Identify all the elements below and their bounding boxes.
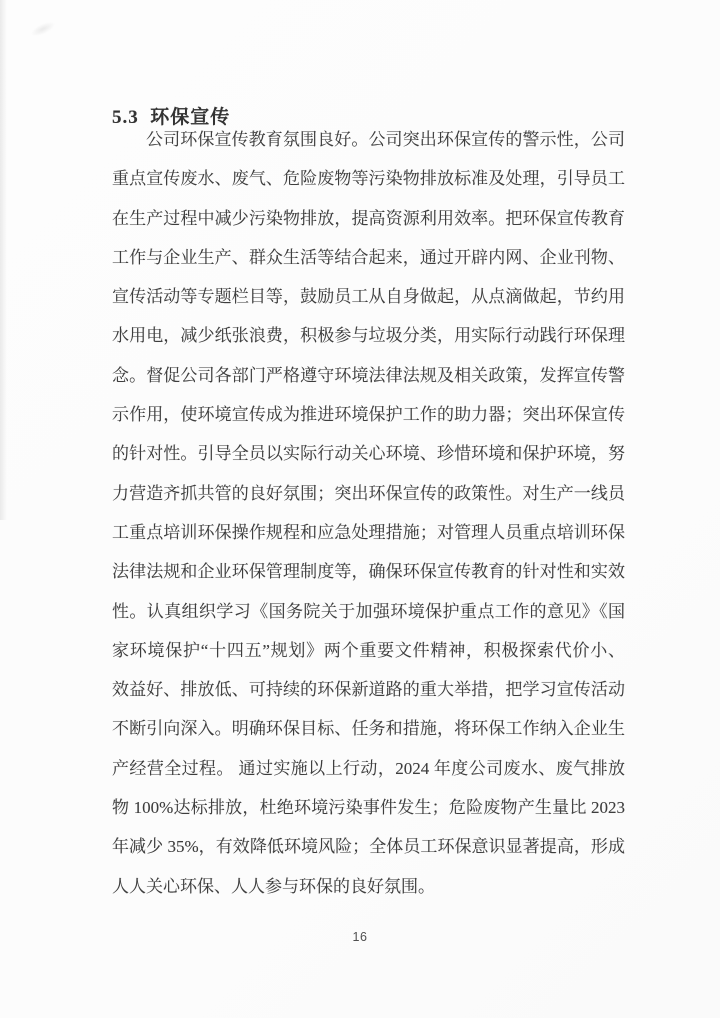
paragraph-line: 宣传活动等专题栏目等，鼓励员工从自身做起，从点滴做起，节约用	[112, 287, 625, 307]
page-number: 16	[352, 930, 368, 944]
paragraph-line: 念。督促公司各部门严格遵守环境法律法规及相关政策，发挥宣传警	[112, 365, 625, 385]
paragraph-line: 工重点培训环保操作规程和应急处理措施；对管理人员重点培训环保	[112, 522, 625, 542]
paragraph-line: 在生产过程中减少污染物排放，提高资源利用效率。把环保宣传教育	[112, 208, 625, 228]
paragraph-line: 重点宣传废水、废气、危险废物等污染物排放标准及处理，引导员工	[112, 169, 625, 189]
scan-smudge-artifact	[29, 19, 57, 39]
paragraph-line: 力营造齐抓共管的良好氛围；突出环保宣传的政策性。对生产一线员	[112, 483, 625, 503]
paragraph-line: 的针对性。引导全员以实际行动关心环境、珍惜环境和保护环境，努	[112, 444, 625, 464]
scan-edge-artifact	[0, 0, 7, 520]
paragraph-line: 不断引向深入。明确环保目标、任务和措施，将环保工作纳入企业生	[112, 719, 625, 739]
paragraph-line: 示作用，使环境宣传成为推进环境保护工作的助力器；突出环保宣传	[112, 405, 625, 425]
paragraph-line: 人人关心环保、人人参与环保的良好氛围。	[112, 876, 435, 896]
paragraph-line: 年减少 35%，有效降低环境风险；全体员工环保意识显著提高，形成	[112, 837, 625, 857]
section-heading: 5.3 环保宣传	[112, 106, 231, 128]
paragraph-line: 家环境保护“十四五”规划》两个重要文件精神，积极探索代价小、	[112, 640, 625, 660]
paragraph-line: 法律法规和企业环保管理制度等，确保环保宣传教育的针对性和实效	[112, 562, 625, 582]
paragraph-line: 水用电，减少纸张浪费，积极参与垃圾分类，用实际行动践行环保理	[112, 326, 625, 346]
paragraph-line: 物 100%达标排放，杜绝环境污染事件发生；危险废物产生量比 2023	[112, 798, 625, 818]
paragraph-line: 产经营全过程。 通过实施以上行动，2024 年度公司废水、废气排放	[112, 758, 625, 778]
paragraph-line: 公司环保宣传教育氛围良好。公司突出环保宣传的警示性，公司	[146, 130, 625, 149]
paragraph-line: 性。认真组织学习《国务院关于加强环境保护重点工作的意见》《国	[112, 601, 625, 621]
paragraph-line: 工作与企业生产、群众生活等结合起来，通过开辟内网、企业刊物、	[112, 247, 625, 267]
body-paragraph	[112, 120, 625, 906]
paragraph-line: 效益好、排放低、可持续的环保新道路的重大举措，把学习宣传活动	[112, 680, 625, 700]
page-footer	[0, 928, 720, 946]
